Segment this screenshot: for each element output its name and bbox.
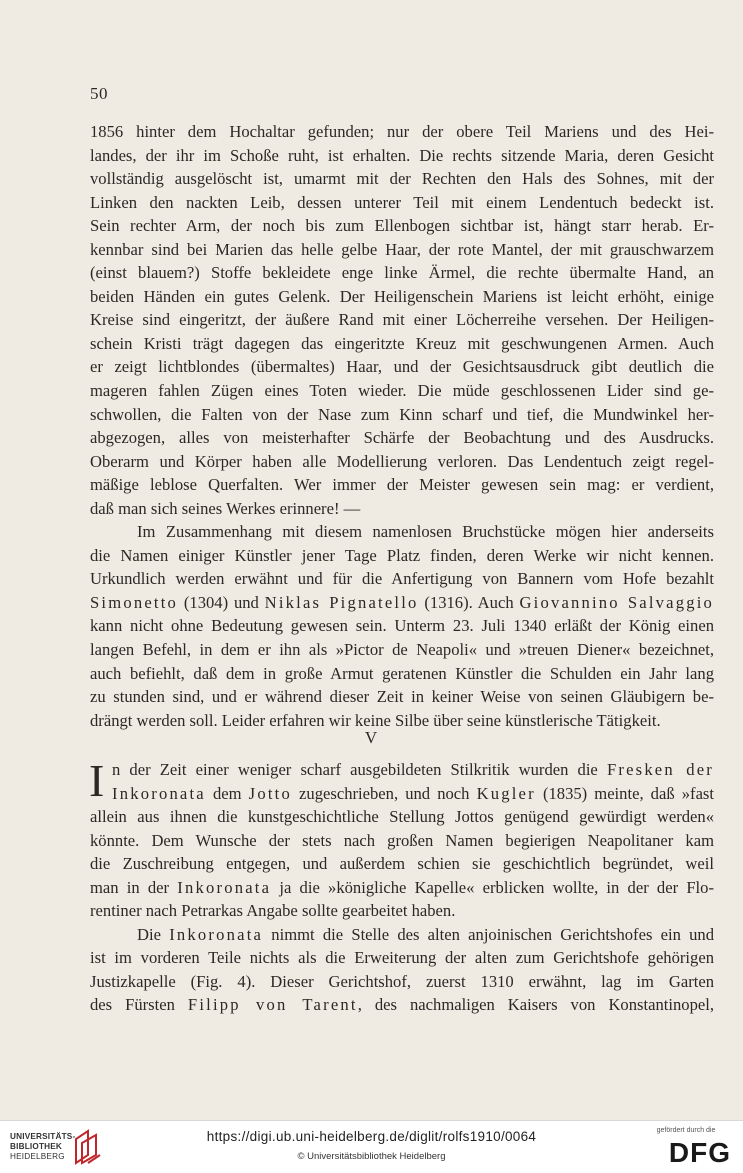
text-line: er zeigt lichtblondes (übermaltes) Haar, und der Gesichtsausdruck gibt deutlich die [90, 357, 714, 377]
text-line: Urkundlich werden erwähnt und für die Anfertigung von Bannern vom Hofe bezahlt [90, 569, 714, 589]
text-line: könnte. Dem Wunsche der stets nach großen Namen begierigen Neapolitaner kam [90, 830, 714, 850]
text-fragment: zugeschrieben, und noch [291, 783, 477, 803]
text-fragment: Die [137, 924, 170, 944]
copyright-notice: © Universitätsbibliothek Heidelberg [297, 1151, 446, 1162]
library-name-line: BIBLIOTHEK [10, 1142, 63, 1151]
text-fragment: des Fürsten [90, 995, 188, 1015]
text-line: vollständig ausgelöscht ist, umarmt mit der Rechten den Hals des Sohnes, mit der [90, 169, 714, 189]
text-line: 1856 hinter dem Hochaltar gefunden; nur der obere Teil Mariens und des Hei- [90, 122, 714, 141]
library-name-line: UNIVERSITÄTS- [10, 1132, 76, 1141]
text-fragment: dem [205, 783, 249, 803]
text-line: rentiner nach Petrarkas Angabe sollte gearbeitet haben. [90, 901, 456, 921]
text-line: kennbar sind bei Marien das helle gelbe Haar, der rote Mantel, der mit grauschwarzem [90, 239, 714, 259]
text-line [90, 876, 714, 900]
name-niklas-pignatello: Niklas Pignatello [264, 592, 419, 612]
name-inkoronata: Inkoronata [169, 924, 264, 944]
footer-bar [0, 1120, 743, 1173]
page-number: 50 [90, 84, 108, 103]
text-line: mäßige leblose Querfalten. Wer immer der Meister gewesen sein mag: er verdient, [90, 475, 714, 495]
name-jotto: Jotto [248, 783, 292, 803]
text-line: Linken den nackten Leib, dessen unterer Teil mit einem Lendentuch bedeckt ist. [90, 192, 714, 212]
text-line: Oberarm und Körper haben alle Modellierung verloren. Das Lendentuch zeigt regel- [90, 451, 714, 471]
sponsor-text: gefördert durch die [656, 1127, 716, 1134]
text-line: Im Zusammenhang mit diesem namenlosen Bruchstücke mögen hier anderseits [137, 522, 714, 542]
name-giovannino-salvaggio: Giovannino Salvaggio [519, 592, 715, 612]
body-text [90, 120, 714, 732]
section-heading: V [364, 728, 379, 747]
name-inkoronata: Inkoronata [112, 783, 206, 803]
text-fragment: (1304) und [178, 592, 265, 612]
text-line: schein Kristi trägt dagegen das eingeritzte Kreuz mit geschwungenen Armen. Auch [90, 333, 714, 353]
text-line: Justizkapelle (Fig. 4). Dieser Gerichtshof, zuerst 1310 erwähnt, lag im Garten [90, 971, 714, 991]
text-line [90, 923, 714, 947]
text-line: die Zuschreibung entgegen, und außerdem schien sie geschichtlich begründet, weil [90, 854, 714, 874]
text-line: landes, der ihr im Schoße ruht, ist erhalten. Die rechts sitzende Maria, deren Gesicht [90, 145, 714, 165]
text-line: Kreise sind eingeritzt, der äußere Rand mit einer Löcherreihe versehen. Der Heiligen- [90, 310, 714, 330]
text-line [90, 782, 714, 806]
text-line: daß man sich seines Werkes erinnere! — [90, 498, 361, 518]
text-line: auch befiehlt, daß dem in große Armut geratenen Künstler die Schulden ein Jahr lang [90, 663, 714, 683]
text-line: zu stunden sind, und er während dieser Zeit in keiner Weise von seinen Gläubigern be- [90, 687, 714, 707]
fresken-der: Fresken der [606, 760, 714, 779]
text-fragment: (1316). Auch [418, 592, 520, 612]
text-line [90, 993, 714, 1017]
text-line: mageren fahlen Zügen eines Toten wieder. Die müde geschlossenen Lider sind ge- [90, 381, 714, 401]
text-line: die Namen einiger Künstler jener Tage Platz finden, deren Werke wir nicht kennen. [90, 545, 714, 565]
digital-copy-link[interactable]: https://digi.ub.uni-heidelberg.de/diglit/rolfs1910/0064 [206, 1129, 537, 1144]
text-fragment: (1835) meinte, daß »fast [535, 783, 715, 803]
text-line [90, 591, 714, 615]
text-line: abgezogen, alles von meisterhafter Schärfe der Beobachtung und des Ausdrucks. [90, 428, 714, 448]
text-line [90, 758, 714, 782]
text-line: schwollen, die Falten von der Nase zum Kinn scharf und tief, die Mundwinkel her- [90, 404, 714, 424]
drop-cap: I [89, 755, 105, 806]
text-line: allein aus ihnen die kunstgeschichtliche Stellung Jottos genügend gewürdigt werden« [90, 807, 714, 827]
name-inkoronata: Inkoronata [177, 877, 272, 897]
text-fragment: , des nachmaligen Kaisers von Konstantinopel, [357, 995, 714, 1015]
text-line: langen Befehl, in dem er ihn als »Pictor de Neapoli« und »treuen Diener« bezeichnet, [90, 640, 714, 660]
body-text [89, 755, 715, 1017]
dfg-logo: DFG [668, 1137, 731, 1168]
text-line: (einst blauem?) Stoffe bekleidete enge linke Ärmel, die rechte übermalte Hand, an [90, 263, 714, 283]
text-fragment: ja die »königliche Kapelle« erblicken wollte, in der der Flo- [271, 877, 714, 897]
text-fragment: man in der [90, 877, 178, 897]
name-filipp-von-tarent: Filipp von Tarent [187, 995, 358, 1015]
text-line: beiden Händen ein gutes Gelenk. Der Heiligenschein Mariens ist leicht erhöht, einige [90, 286, 714, 306]
text-line: ist im vorderen Teile nichts als die Erweiterung der alten zum Gerichtshofe gehörigen [90, 948, 714, 968]
text-fragment: n der Zeit einer weniger scharf ausgebildeten Stilkritik wurden die [112, 760, 607, 779]
name-kugler: Kugler [476, 783, 536, 803]
text-line: kann nicht ohne Bedeutung gewesen sein. Unterm 23. Juli 1340 erläßt der König einen [90, 616, 714, 636]
library-name-line: HEIDELBERG [10, 1152, 65, 1161]
text-line: Sein rechter Arm, der noch bis zum Ellenbogen sichtbar ist, hängt starr herab. Er- [90, 216, 714, 236]
text-fragment: nimmt die Stelle des alten anjoinischen Gerichtshofes ein und [263, 924, 714, 944]
text-line: drängt werden soll. Leider erfahren wir keine Silbe über seine künstlerische Tätigkeit. [90, 710, 661, 730]
name-simonetto: Simonetto [90, 592, 179, 612]
